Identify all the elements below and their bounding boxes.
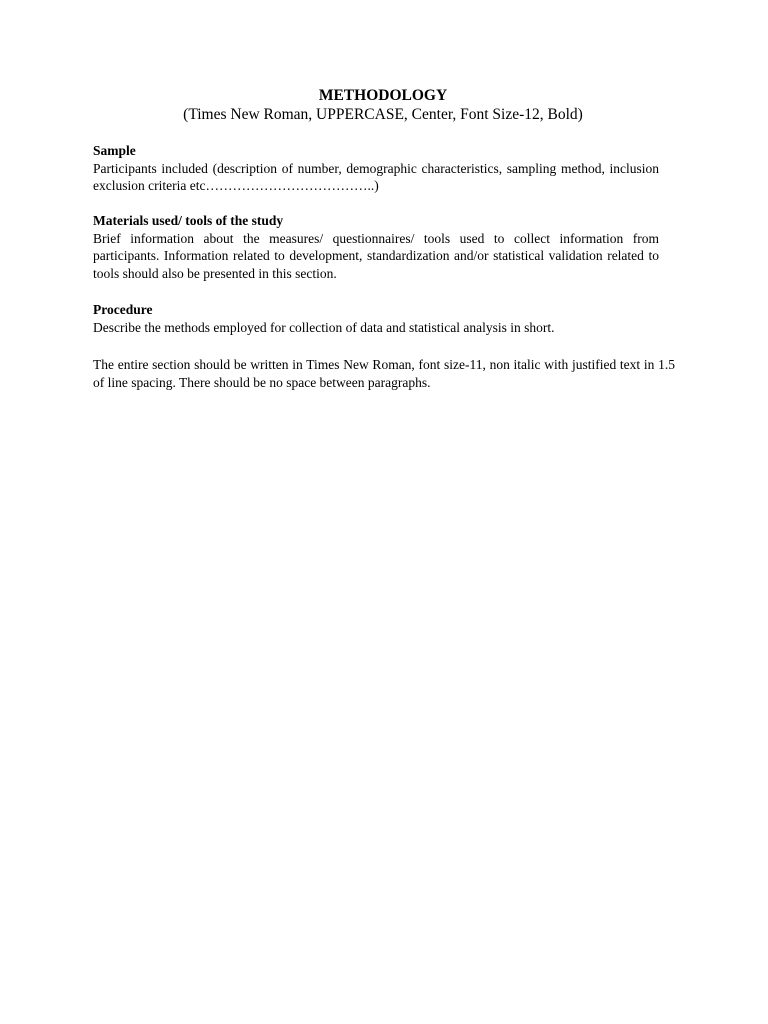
section-materials — [93, 212, 659, 282]
section-heading-materials: Materials used/ tools of the study — [93, 213, 284, 228]
section-heading-sample: Sample — [93, 143, 136, 158]
section-body-procedure: Describe the methods employed for collection of data and statistical analysis in short. — [93, 319, 555, 335]
section-heading-procedure: Procedure — [93, 302, 153, 317]
title-block — [93, 86, 673, 125]
page-subtitle: (Times New Roman, UPPERCASE, Center, Font Size-12, Bold) — [183, 106, 583, 123]
section-body-sample: Participants included (description of number, demographic characteristics, sampling method, inclusion exclusion criteria etc………………………………..) — [93, 160, 659, 193]
formatting-note — [93, 356, 675, 391]
section-body-materials: Brief information about the measures/ questionnaires/ tools used to collect information from participants. Information related to development, standardization and/or statistical validation related to tools should also be presented in this section. — [93, 230, 659, 281]
page-title: METHODOLOGY — [318, 87, 448, 104]
section-sample — [93, 142, 659, 195]
section-procedure — [93, 301, 659, 336]
formatting-note-text: The entire section should be written in Times New Roman, font size-11, non italic with justified text in 1.5 of line spacing. There should be no space between paragraphs. — [93, 357, 675, 390]
